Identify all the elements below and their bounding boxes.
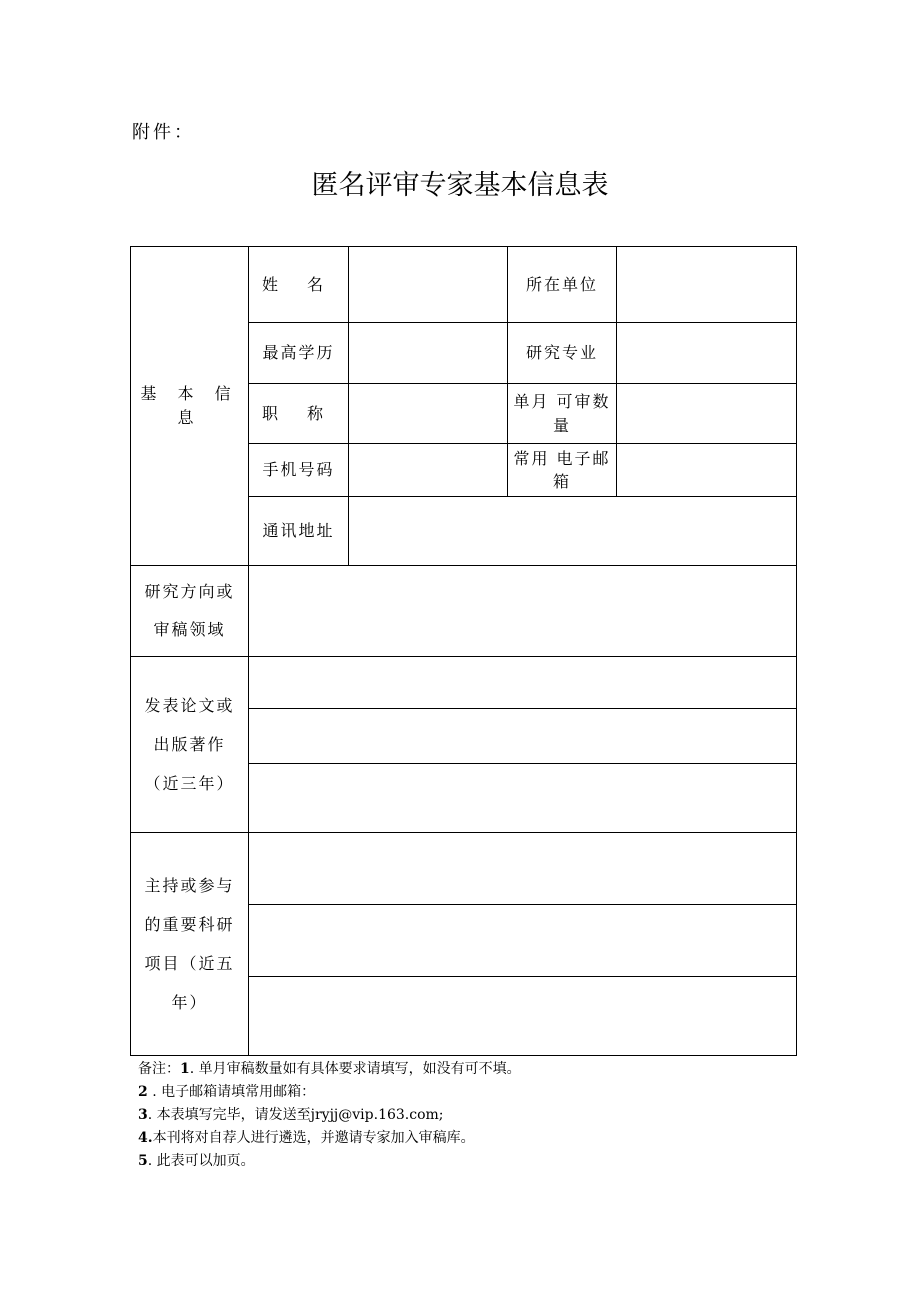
note-4 bbox=[138, 1127, 521, 1150]
note-4-text: 本刊将对自荐人进行遴选，并邀请专家加入审稿库。 bbox=[152, 1130, 475, 1146]
publication-row-3[interactable] bbox=[249, 764, 797, 833]
major-label: 研究专业 bbox=[508, 323, 617, 384]
note-2-text: . 电子邮箱请填常用邮箱： bbox=[147, 1084, 316, 1100]
publication-row-2[interactable] bbox=[249, 709, 797, 764]
address-label: 通讯地址 bbox=[249, 497, 349, 566]
title-field[interactable] bbox=[349, 384, 508, 444]
note-3-number: 3 bbox=[138, 1107, 148, 1123]
email-field[interactable] bbox=[617, 444, 797, 497]
publications-label-text: 发表论文或出版著作（近三年） bbox=[144, 695, 235, 794]
research-field-label bbox=[131, 566, 249, 657]
email-label: 常用 电子邮箱 bbox=[508, 444, 617, 497]
research-field-label-text: 研究方向或审稿领域 bbox=[144, 581, 235, 639]
projects-label-text: 主持或参与的重要科研项目（近五年） bbox=[144, 875, 235, 1013]
education-field[interactable] bbox=[349, 323, 508, 384]
note-2 bbox=[138, 1081, 521, 1104]
note-1-number: 1 bbox=[180, 1061, 190, 1077]
major-field[interactable] bbox=[617, 323, 797, 384]
note-3-text: . 本表填写完毕，请发送至jryjj@vip.163.com; bbox=[147, 1107, 444, 1123]
education-label: 最高学历 bbox=[249, 323, 349, 384]
publications-label bbox=[131, 657, 249, 833]
note-1 bbox=[138, 1058, 521, 1081]
note-3 bbox=[138, 1104, 521, 1127]
phone-label: 手机号码 bbox=[249, 444, 349, 497]
monthly-review-label: 单月 可审数量 bbox=[508, 384, 617, 444]
research-field-input[interactable] bbox=[249, 566, 797, 657]
note-5-text: . 此表可以加页。 bbox=[147, 1153, 255, 1169]
publication-row-1[interactable] bbox=[249, 657, 797, 709]
name-field[interactable] bbox=[349, 247, 508, 323]
project-row-3[interactable] bbox=[249, 977, 797, 1056]
note-1-text: . 单月审稿数量如有具体要求请填写，如没有可不填。 bbox=[189, 1061, 521, 1077]
unit-label: 所在单位 bbox=[508, 247, 617, 323]
note-5 bbox=[138, 1150, 521, 1173]
note-5-number: 5 bbox=[138, 1153, 148, 1169]
address-field[interactable] bbox=[349, 497, 797, 566]
expert-info-table bbox=[130, 246, 797, 1056]
phone-field[interactable] bbox=[349, 444, 508, 497]
notes-section bbox=[138, 1058, 521, 1173]
section-basic-info-label: 基 本 信 息 bbox=[140, 384, 239, 427]
attachment-label: 附件： bbox=[132, 122, 195, 143]
monthly-review-field[interactable] bbox=[617, 384, 797, 444]
name-label: 姓 名 bbox=[249, 247, 349, 323]
note-2-number: 2 bbox=[138, 1084, 148, 1100]
title-label: 职 称 bbox=[249, 384, 349, 444]
project-row-1[interactable] bbox=[249, 833, 797, 905]
project-row-2[interactable] bbox=[249, 905, 797, 977]
unit-field[interactable] bbox=[617, 247, 797, 323]
section-basic-info bbox=[131, 247, 249, 566]
note-prefix: 备注： bbox=[138, 1061, 180, 1077]
note-4-number: 4. bbox=[138, 1130, 153, 1146]
page-title: 匿名评审专家基本信息表 bbox=[311, 170, 609, 201]
projects-label bbox=[131, 833, 249, 1056]
